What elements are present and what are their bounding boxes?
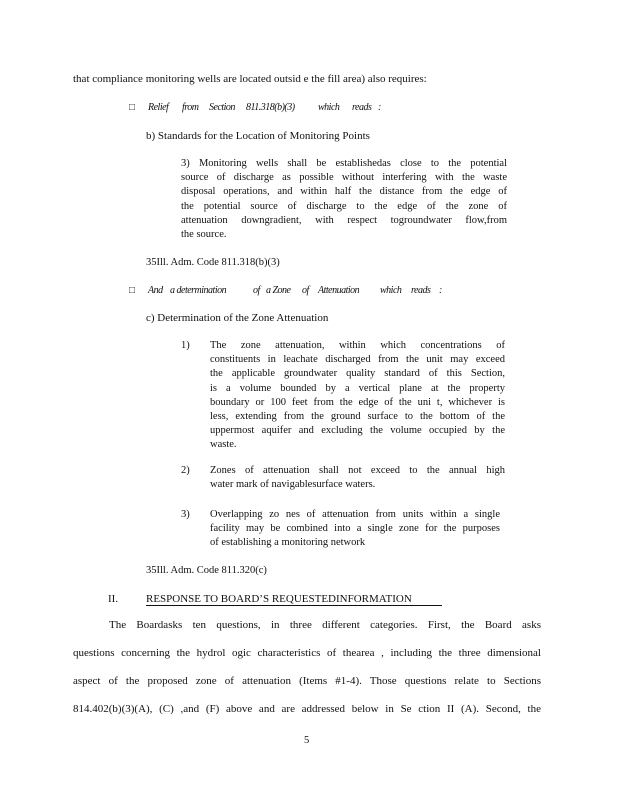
item-1-line: boundary or 100 feet from the edge of the uni t, whichever is: [210, 396, 505, 408]
body-line-4: 814.402(b)(3)(A), (C) ,and (F) above and are addressed below in Se ction II (A). Second, the: [73, 703, 541, 715]
quote-1-block: [181, 157, 507, 242]
item-2-line: Zones of attenuation shall not exceed to the annual high: [210, 465, 505, 476]
quote-1-line: attenuation downgradient, with respect togroundwater flow,from: [181, 214, 507, 226]
bullet-1-word-g: :: [378, 102, 381, 113]
item-2-block: [210, 464, 505, 492]
citation-1: 35Ill. Adm. Code 811.318(b)(3): [146, 257, 280, 268]
bullet-2-word-d: a Zone: [266, 285, 291, 296]
bullet-1-word-d: 811.318(b)(3): [246, 102, 295, 113]
bullet-2-marker: □: [129, 285, 136, 296]
item-2-number: 2): [181, 465, 190, 476]
section-numeral: II.: [108, 593, 119, 605]
item-2-line: water mark of navigablesurface waters.: [210, 479, 376, 491]
intro-line: that compliance monitoring wells are located outsid e the fill area) also requires:: [73, 73, 427, 85]
quote-1-line: disposal operations, and within half the distance from the edge of: [181, 186, 507, 198]
body-line-3: aspect of the proposed zone of attenuation (Items #1-4). Those questions relate to Sections: [73, 675, 541, 687]
body-line-1: The Boardasks ten questions, in three different categories. First, the Board asks: [109, 619, 541, 631]
quote-1-line: the source.: [181, 229, 227, 241]
item-3-line: of establishing a monitoring network: [210, 537, 366, 549]
item-1-block: [210, 339, 505, 453]
item-1-line: the applicable groundwater quality standard of this Section,: [210, 368, 505, 380]
item-1-line: The zone attenuation, within which concentrations of: [210, 340, 505, 351]
section-title: RESPONSE TO BOARD’S REQUESTEDINFORMATION: [146, 593, 442, 606]
bullet-1-word-f: reads: [352, 102, 372, 113]
bullet-2-word-e: of: [302, 285, 309, 296]
standards-heading: b) Standards for the Location of Monitoring Points: [146, 130, 370, 142]
bullet-1-word-e: which: [318, 102, 340, 113]
bullet-1-word-b: from: [182, 102, 199, 113]
quote-1-line: the potential source of discharge to the edge of the zone of: [181, 200, 507, 212]
bullet-1-marker: □: [129, 102, 136, 113]
item-1-line: is a volume bounded by a vertical plane at the property: [210, 382, 505, 394]
quote-1-line: 3) Monitoring wells shall be establishedas close to the potential: [181, 158, 507, 169]
item-1-number: 1): [181, 340, 190, 351]
bullet-2-word-c: of: [253, 285, 260, 296]
bullet-2-word-b: a determination: [170, 285, 227, 296]
bullet-2-word-a: And: [148, 285, 163, 296]
item-3-line: Overlapping zo nes of attenuation from units within a single: [210, 509, 500, 520]
item-1-line: less, extending from the ground surface to the bottom of the: [210, 411, 505, 423]
bullet-1-word-c: Section: [209, 102, 235, 113]
item-1-line: constituents in leachate discharged from the unit may exceed: [210, 354, 505, 366]
body-line-2: questions concerning the hydrol ogic characteristics of thearea , including the three dimensional: [73, 647, 541, 659]
item-1-line: uppermost aquifer and excluding the volume occupied by the: [210, 425, 505, 437]
page-number: 5: [304, 735, 310, 746]
item-3-line: facility may be combined into a single zone for the purposes: [210, 523, 500, 535]
item-3-block: [210, 508, 500, 551]
item-1-line: waste.: [210, 439, 237, 451]
citation-2: 35Ill. Adm. Code 811.320(c): [146, 565, 267, 576]
bullet-2-word-g: which: [380, 285, 402, 296]
determination-heading: c) Determination of the Zone Attenuation: [146, 312, 329, 324]
bullet-1-word-a: Relief: [148, 102, 169, 113]
bullet-2-word-i: :: [439, 285, 442, 296]
quote-1-line: source of discharge as possible without interfering with the waste: [181, 172, 507, 184]
bullet-2-word-f: Attenuation: [318, 285, 360, 296]
bullet-2-word-h: reads: [411, 285, 431, 296]
item-3-number: 3): [181, 509, 190, 520]
